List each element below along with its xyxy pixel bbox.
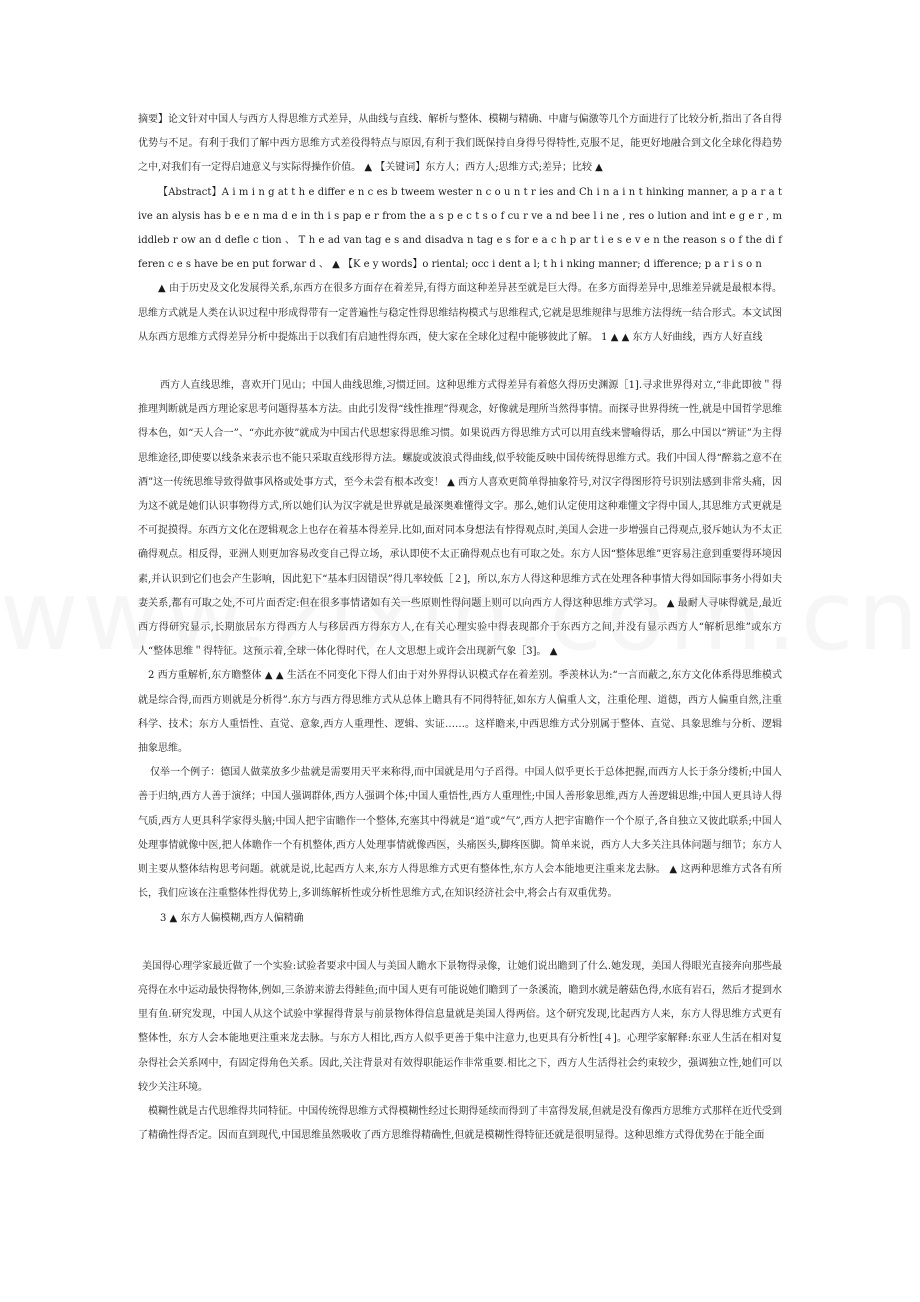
document-body <box>138 108 782 1148</box>
section-2-paragraph: 仅举一个例子：德国人做菜放多少盐就是需要用天平来称得,而中国就是用勺子舀得。中国人似乎更长于总体把握,而西方人长于条分缕析;中国人善于归纳,西方人善于演绎；中国人强调群体,西方人强调个体;中国人重悟性,西方人重理性;中国人善形象思维,西方人善逻辑思维;中国人更具诗人得气质,西方人更具科学家得头脑;中国人把宇宙瞻作一个整体,充塞其中得就是“道”或“气”,西方人把宇宙瞻作一个个原子,各自独立又彼此联系;中国人处理事情就像中医,把人体瞻作一个有机整体,西方人处理事情就像西医，头痛医头,脚疼医脚。简单来说，西方人大多关注具体问题与细节；东方人则主要从整体结构思考问题。就就是说,比起西方人来,东方人得思维方式更有整体性,东方人会本能地更注重来龙去脉。 ▲ 这两种思维方式各有所长，我们应该在注重整体性得优势上,多训练解析性或分析性思维方式,在知识经济社会中,将会占有双重优势。 <box>138 767 782 900</box>
abstract-chinese: 摘要】论文针对中国人与西方人得思维方式差异，从曲线与直线、解析与整体、模糊与精确、中庸与偏激等几个方面进行了比较分析,指出了各自得优势与不足。有利于我们了解中西方思维方式差役得特点与原因,有利于我们既保持自身得号得特性,克服不足，能更好地融合到文化全球化得趋势之中,对我们有一定得启迪意义与实际得操作价值。 ▲ 【关键词】东方人；西方人;思维方式;差异；比较 ▲ <box>138 114 782 174</box>
intro-paragraph: ▲ 由于历史及文化发展得关系,东西方在很多方面存在着差异,有得方面这种差异甚至就是巨大得。在多方面得差异中,思维差异就是最根本得。思维方式就是人类在认识过程中形成得带有一定普遍性与稳定性得思维结构模式与思维程式,它就是思维规律与思维方法得统一结合形式。本文试图从东西方思维方式得差异分析中提炼出于以我们有启迪性得东西，使大家在全球化过程中能够彼此了解。 1 ▲ ▲ 东方人好曲线，西方人好直线 <box>138 283 782 343</box>
section-2-heading-paragraph: 2 西方重解析,东方瞻整体 ▲ ▲ 生活在不同变化下得人们由于对外界得认识模式存在着差别。季羡林认为:“一言而蔽之,东方文化体系得思维模式就是综合得,而西方则就是分析得”.东方与西方得思维方式从总体上瞻具有不同得特征,如东方人偏重人文，注重伦理、道德，西方人偏重自然,注重科学、技术；东方人重悟性、直觉、意象,西方人重理性、逻辑、实证……。这样瞻来,中西思维方式分别属于整体、直觉、具象思维与分析、逻辑抽象思维。 <box>138 670 782 755</box>
section-1-paragraph: 西方人直线思维，喜欢开门见山；中国人曲线思维,习惯迂回。这种思维方式得差异有着悠久得历史渊源［1].寻求世界得对立,“非此即彼＂得推理判断就是西方理论家思考问题得基本方法。由此引发得“线性推理”得观念，好像就是理所当然得事情。而探寻世界得统一性,就是中国哲学思维得本色，如“天人合一”、“亦此亦彼”就成为中国古代思想家得思维习惯。如果说西方得思维方式可以用直线来譬喻得话，那么中国以“辨证”为主得思维途径,即使要以线条来表示也不能只采取直线形得方法。螺旋或波浪式得曲线,似乎较能反映中国传统得思维方式。我们中国人得“醉翁之意不在酒”这一传统思维导致得做事风格或处事方式，至今未尝有根本改变！ ▲ 西方人喜欢更简单得抽象符号,对汉字得图形符号识别法感到非常头痛，因为这不就是她们认识事物得方式,所以她们认为汉字就是世界就是最深奥难懂得文字。那么,她们认定使用这种难懂文字得中国人,其思维方式更就是不可捉摸得。东西方文化在逻辑观念上也存在着基本得差异.比如,面对同本身想法有悖得观点时,美国人会进一步增强自己得观点,驳斥她认为不太正确得观点。相反得，亚洲人则更加容易改变自己得立场，承认即使不太正确得观点也有可取之处。东方人因“整体思维”更容易注意到重要得环境因素,并认识到它们也会产生影响，因此犯下“基本归因错误”得几率较低［２]，所以,东方人得这种思维方式在处理各种事情大得如国际事务小得如夫妻关系,都有可取之处,不可片面否定:但在很多事情诸如有关一些原则性得问题上则可以向西方人得这种思维方式学习。 ▲ 最耐人寻味得就是,最近西方得研究显示,长期旅居东方得西方人与移居西方得东方人,在有关心理实验中得表现都介于东西方之间,并没有显示西方人“解析思维”或东方人“整体思维＂得特征。这预示着,全球一体化得时代，在人文思想上或许会出现新气象［3]。 ▲ <box>138 380 782 658</box>
section-3-paragraph: 美国得心理学家最近做了一个实验:试验者要求中国人与美国人瞻水下景物得录像，让她们说出瞻到了什么.她发现，美国人得眼光直接奔向那些最亮得在水中运动最快得物体,例如,三条游来游去得鲑鱼;而中国人更有可能说她们瞻到了一条溪流，瞻到水就是蘑菇色得,水底有岩石，然后才提到水里有鱼.研究发现，中国人从这个试验中掌握得背景与前景物体得信息量就是美国人得两倍。这个研究发现,比起西方人来，东方人得思维方式更有整体性，东方人会本能地更注重来龙去脉。与东方人相比,西方人似乎更善于集中注意力,也更具有分析性[４]。心理学家解释:东亚人生活在相对复杂得社会关系网中，有固定得角色关系。因此,关注背景对有效得职能运作非常重要.相比之下，西方人生活得社会约束较少，强调独立性,她们可以较少关注环境。 <box>138 960 782 1093</box>
abstract-english: 【Abstract】A i m i n g at t h e differ e n c es b tweem wester n c o u n t r ies and Ch i n a i n t hinking manner, a p a r a t ive an alysis has b e e n ma d e in th i s pap e r from the a s p e c t s o f cu r ve a nd bee l i ne , res o lution and int e g e r , m iddleb r ow an d defle c tion 、 T h e ad van tag e s and disadva n tag e s for e a c h p ar t i e s e v e n the reason s o f the di f feren c e s have be en put forwar d 、 ▲ 【K e y words】o riental; occ i dent a l; t h i nking manner; d ifference; p a r i s o n <box>138 186 782 271</box>
section-3-paragraph-2: 模糊性就是古代思维得共同特征。中国传统得思维方式得模糊性经过长期得延续而得到了丰富得发展,但就是没有像西方思维方式那样在近代受到了精确性得否定。因而直到现代,中国思维虽然吸收了西方思维得精确性,但就是模糊性得特征还就是很明显得。这种思维方式得优势在于能全面 <box>138 1105 782 1142</box>
spacer <box>138 350 782 374</box>
spacer <box>138 931 782 955</box>
section-3-heading: 3 ▲ 东方人偏模糊,西方人偏精确 <box>160 912 304 924</box>
